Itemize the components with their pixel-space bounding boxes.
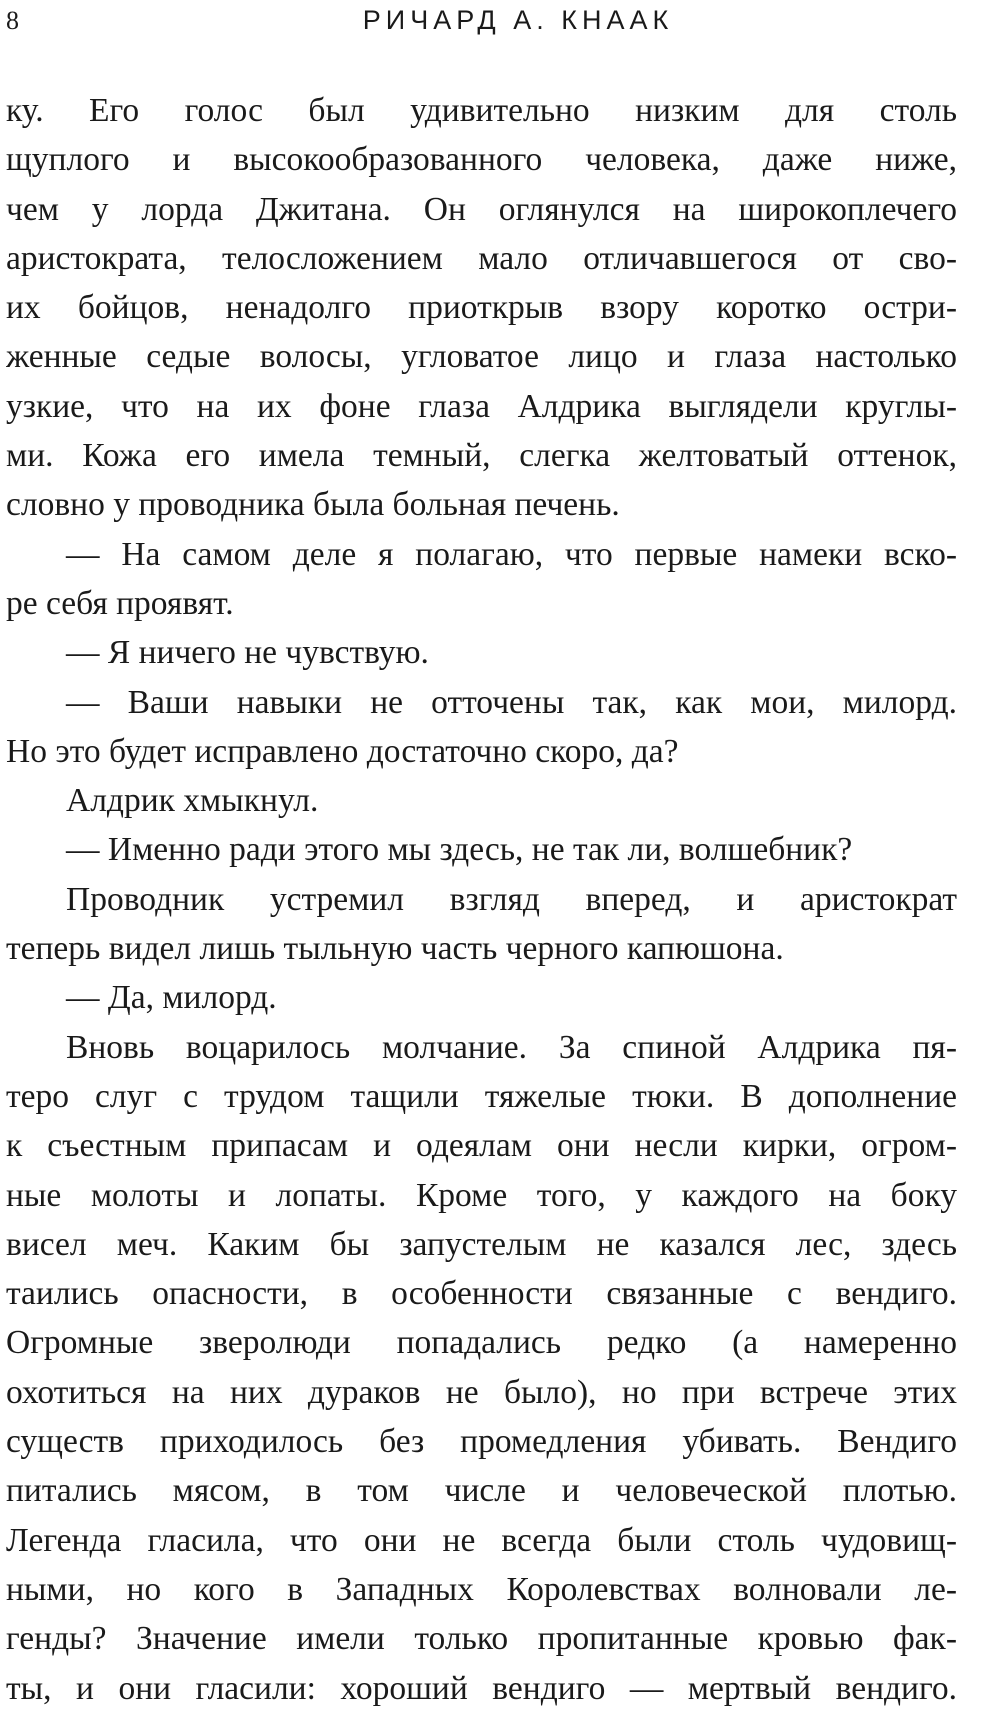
text-line: ными, но кого в Западных Королевствах волновали ле- bbox=[6, 1570, 957, 1608]
text-line: Легенда гласила, что они не всегда были столь чудовищ- bbox=[6, 1521, 957, 1559]
text-line: ми. Кожа его имела темный, слегка желтоватый оттенок, bbox=[6, 437, 957, 475]
text-line: женные седые волосы, угловатое лицо и глаза настолько bbox=[6, 338, 957, 376]
text-line: теро слуг с трудом тащили тяжелые тюки. В дополнение bbox=[6, 1077, 957, 1115]
text-line: Вновь воцарилось молчание. За спиной Алдрика пя- bbox=[66, 1028, 957, 1066]
text-line: охотиться на них дураков не было), но при встрече этих bbox=[6, 1373, 957, 1411]
page-header bbox=[0, 0, 1000, 44]
text-line: висел меч. Каким бы запустелым не казался лес, здесь bbox=[6, 1225, 957, 1263]
text-line: Алдрик хмыкнул. bbox=[66, 782, 319, 820]
text-line: генды? Значение имели только пропитанные кровью фак- bbox=[6, 1620, 957, 1658]
text-line: питались мясом, в том числе и человеческой плотью. bbox=[6, 1472, 957, 1510]
text-line: существ приходилось без промедления убивать. Вендиго bbox=[6, 1423, 957, 1461]
text-line: щуплого и высокообразованного человека, даже ниже, bbox=[6, 141, 957, 179]
text-line: чем у лорда Джитана. Он оглянулся на широкоплечего bbox=[6, 190, 957, 228]
text-line: — Я ничего не чувствую. bbox=[66, 634, 429, 672]
text-line: — Ваши навыки не отточены так, как мои, милорд. bbox=[66, 683, 957, 721]
text-line: — Да, милорд. bbox=[66, 979, 277, 1017]
text-line: узкие, что на их фоне глаза Алдрика выглядели круглы- bbox=[6, 387, 957, 425]
text-line: ре себя проявят. bbox=[6, 584, 234, 622]
text-line: Проводник устремил взгляд вперед, и аристократ bbox=[66, 880, 957, 918]
text-line: Но это будет исправлено достаточно скоро, да? bbox=[6, 732, 679, 770]
text-line: — На самом деле я полагаю, что первые намеки вско- bbox=[66, 535, 957, 573]
text-line: теперь видел лишь тыльную часть черного капюшона. bbox=[6, 930, 784, 968]
body-text bbox=[6, 86, 957, 1713]
running-head-author: РИЧАРД А. КНААК bbox=[362, 5, 674, 35]
text-line: их бойцов, ненадолго приоткрыв взору коротко остри- bbox=[6, 289, 957, 327]
text-line: — Именно ради этого мы здесь, не так ли, волшебник? bbox=[66, 831, 853, 869]
text-line: ты, и они гласили: хороший вендиго — мертвый вендиго. bbox=[6, 1669, 957, 1707]
text-line: Огромные зверолюди попадались редко (а намеренно bbox=[6, 1324, 957, 1362]
text-line: ку. Его голос был удивительно низким для столь bbox=[6, 92, 957, 129]
text-line: к съестным припасам и одеялам они несли кирки, огром- bbox=[6, 1127, 957, 1165]
text-line: словно у проводника была больная печень. bbox=[6, 486, 620, 524]
text-line: ные молоты и лопаты. Кроме того, у каждого на боку bbox=[6, 1176, 957, 1214]
page-number: 8 bbox=[6, 6, 19, 35]
text-line: аристократа, телосложением мало отличавшегося от сво- bbox=[6, 239, 957, 277]
text-line: таились опасности, в особенности связанные с вендиго. bbox=[6, 1275, 957, 1313]
